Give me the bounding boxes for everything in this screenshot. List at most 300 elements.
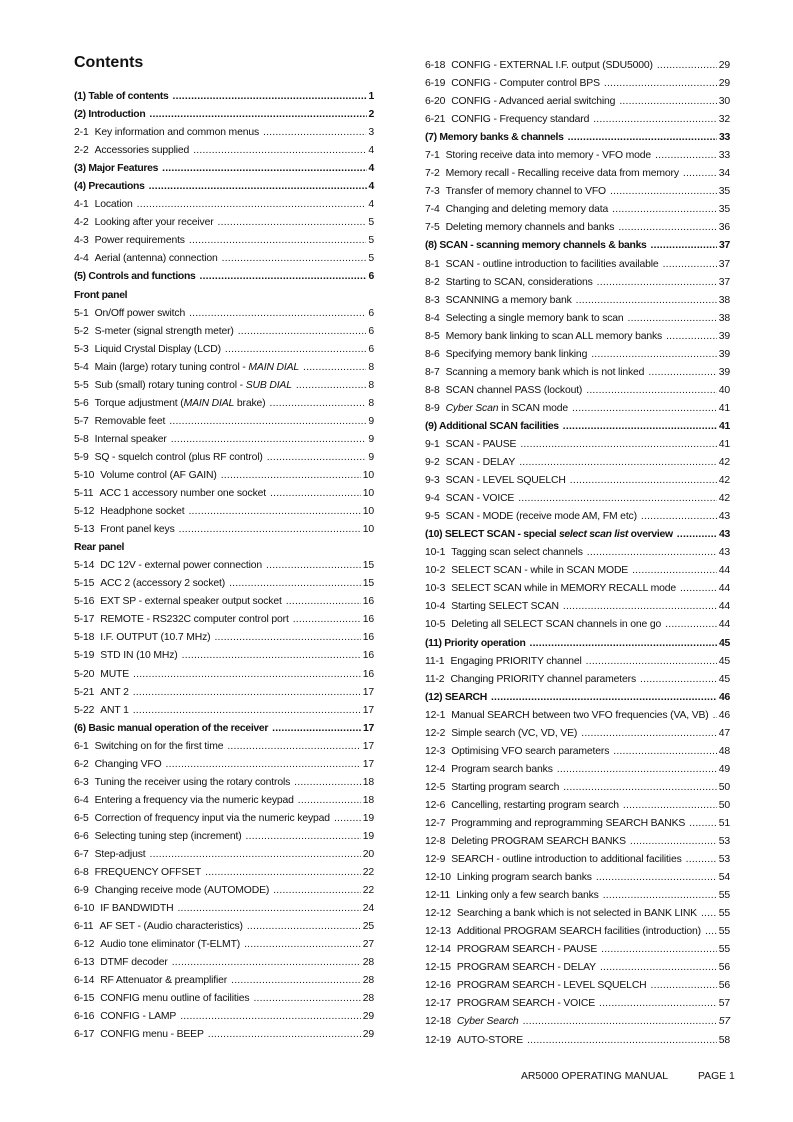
toc-entry: [425, 580, 730, 598]
toc-leader-dots: [683, 165, 717, 183]
toc-leader-dots: [557, 761, 717, 779]
toc-entry-title: CONFIG - Frequency standard: [451, 114, 590, 126]
toc-entry-number: 6-17: [74, 1029, 95, 1041]
toc-entry-page: 53: [718, 854, 730, 866]
toc-entry-number: 12-2: [425, 727, 446, 739]
toc-entry-number: 12-13: [425, 926, 451, 938]
toc-leader-dots: [200, 268, 367, 286]
toc-entry: [425, 256, 730, 274]
toc-entry-page: 55: [718, 944, 730, 956]
toc-entry-title-suffix: overview: [628, 529, 673, 541]
toc-entry: [425, 905, 730, 923]
toc-entry-title: STD IN (10 MHz): [100, 650, 178, 662]
toc-leader-dots: [599, 995, 717, 1013]
toc-entry-page: 9: [368, 433, 374, 445]
toc-entry-title: Power requirements: [94, 235, 185, 247]
toc-entry-page: 50: [718, 799, 730, 811]
toc-leader-dots: [689, 815, 717, 833]
toc-entry-page: 15: [362, 578, 374, 590]
toc-entry-title: PROGRAM SEARCH - PAUSE: [456, 944, 598, 956]
toc-entry-title: Engaging PRIORITY channel: [450, 655, 582, 667]
toc-entry-number: 6-7: [74, 848, 89, 860]
toc-entry-number: 11-2: [425, 673, 445, 685]
toc-entry-page: 4: [368, 199, 374, 211]
toc-entry: [74, 359, 374, 377]
toc-entry-page: 2: [368, 109, 374, 121]
toc-entry-title: Changing and deleting memory data: [445, 204, 609, 216]
toc-entry: [74, 666, 374, 684]
toc-entry: [425, 75, 730, 93]
toc-entry-title: SCAN - DELAY: [445, 457, 516, 469]
toc-leader-dots: [162, 160, 366, 178]
toc-entry-number: 5-19: [74, 650, 95, 662]
toc-entry-number: 2-2: [74, 145, 89, 157]
toc-entry-page: 37: [719, 240, 730, 252]
toc-entry-page: 10: [362, 488, 374, 500]
toc-entry-title: (2) Introduction: [74, 109, 146, 121]
toc-entry-title: Simple search (VC, VD, VE): [451, 727, 578, 739]
footer-manual-title: AR5000 OPERATING MANUAL: [521, 1071, 669, 1082]
toc-entry-page: 45: [719, 637, 730, 649]
toc-entry: [74, 810, 374, 828]
toc-entry-title-text: Torque adjustment (: [94, 397, 184, 409]
toc-entry-page: 46: [719, 691, 730, 703]
toc-leader-dots: [519, 454, 717, 472]
toc-entry-title: PROGRAM SEARCH - LEVEL SQUELCH: [456, 980, 647, 992]
toc-leader-dots: [173, 88, 367, 106]
toc-entry-page: 28: [362, 993, 374, 1005]
toc-entry-page: 9: [368, 415, 374, 427]
toc-entry: [74, 846, 374, 864]
toc-leader-dots: [655, 147, 717, 165]
toc-entry-page: 16: [362, 650, 374, 662]
toc-entry: [74, 232, 374, 250]
toc-entry: [425, 562, 730, 580]
toc-leader-dots: [263, 124, 366, 142]
toc-entry-number: 6-2: [74, 758, 89, 770]
toc-entry-number: 12-14: [425, 944, 451, 956]
toc-leader-dots: [133, 702, 361, 720]
toc-entry: [425, 129, 730, 147]
toc-entry: [74, 720, 374, 738]
toc-entry: [425, 725, 730, 743]
toc-entry-page: 6: [368, 343, 374, 355]
toc-entry-title: Programming and reprogramming SEARCH BANKS: [451, 817, 686, 829]
toc-entry-page: 29: [362, 1029, 374, 1041]
toc-leader-dots: [641, 508, 717, 526]
toc-leader-dots: [618, 219, 716, 237]
toc-entry: [425, 436, 730, 454]
toc-leader-dots: [586, 382, 716, 400]
toc-entry: [425, 923, 730, 941]
toc-entry-number: 5-3: [74, 343, 89, 355]
toc-entry-number: 9-5: [425, 511, 440, 523]
toc-leader-dots: [705, 923, 717, 941]
toc-entry-page: 15: [362, 560, 374, 572]
toc-entry-page: 47: [718, 727, 730, 739]
toc-leader-dots: [576, 292, 717, 310]
toc-leader-dots: [632, 562, 717, 580]
toc-entry-title: Front panel: [74, 289, 128, 301]
toc-entry-title: Starting SELECT SCAN: [451, 601, 559, 613]
toc-leader-dots: [572, 400, 717, 418]
toc-leader-dots: [270, 485, 361, 503]
toc-entry: [425, 526, 730, 544]
toc-entry-page: 36: [718, 222, 730, 234]
toc-entry-page: 8: [368, 379, 374, 391]
toc-leader-dots: [581, 725, 717, 743]
toc-entry-number: 12-8: [425, 836, 446, 848]
toc-entry: [425, 941, 730, 959]
toc-entry-title: Rear panel: [74, 542, 125, 554]
toc-entry: [74, 449, 374, 467]
toc-entry-page: 42: [718, 475, 730, 487]
toc-entry-title: Looking after your receiver: [94, 217, 214, 229]
toc-entry-page: 43: [718, 547, 730, 559]
toc-entry: [74, 142, 374, 160]
toc-entry-page: 19: [362, 812, 374, 824]
toc-entry-page: 55: [718, 890, 730, 902]
toc-entry-title: Aerial (antenna) connection: [94, 253, 218, 265]
toc-entry: [74, 1008, 374, 1026]
toc-entry-number: 5-12: [74, 506, 95, 518]
toc-column-left: [74, 88, 374, 1044]
toc-entry-title-italic: SUB DIAL: [245, 379, 292, 391]
toc-entry-page: 38: [718, 312, 730, 324]
toc-entry-title: [446, 400, 568, 418]
toc-entry-title: Location: [94, 199, 133, 211]
toc-entry: [74, 629, 374, 647]
toc-leader-dots: [593, 111, 717, 129]
toc-entry-title: Switching on for the first time: [94, 740, 224, 752]
toc-entry: [74, 936, 374, 954]
toc-entry: [74, 214, 374, 232]
toc-entry: [74, 88, 374, 106]
toc-leader-dots: [205, 864, 361, 882]
toc-entry-page: 29: [362, 1011, 374, 1023]
toc-leader-dots: [133, 666, 361, 684]
toc-leader-dots: [238, 323, 367, 341]
toc-entry-page: 6: [368, 325, 374, 337]
toc-entry-page: 16: [362, 668, 374, 680]
toc-entry: [425, 815, 730, 833]
toc-entry-number: 7-3: [425, 186, 440, 198]
toc-entry-title: Program search banks: [451, 763, 553, 775]
toc-leader-dots: [286, 593, 361, 611]
toc-entry-title: ANT 1: [100, 704, 129, 716]
toc-entry-number: 8-8: [425, 384, 440, 396]
toc-entry-page: 39: [718, 366, 730, 378]
toc-entry-page: 50: [718, 781, 730, 793]
toc-entry-title: CONFIG - EXTERNAL I.F. output (SDU5000): [451, 60, 653, 71]
toc-entry-page: 20: [362, 848, 374, 860]
toc-entry-number: 8-9: [425, 402, 440, 414]
toc-entry-page: 10: [362, 469, 374, 481]
toc-entry-page: 57: [718, 1016, 730, 1028]
toc-entry-number: 6-18: [425, 60, 446, 71]
toc-entry-title: Volume control (AF GAIN): [100, 469, 217, 481]
toc-entry-title: SCAN - VOICE: [445, 493, 515, 505]
toc-entry-page: 56: [718, 980, 730, 992]
toc-leader-dots: [587, 544, 717, 562]
toc-leader-dots: [701, 905, 717, 923]
toc-entry-title: Selecting a single memory bank to scan: [445, 312, 624, 324]
toc-entry-number: 4-1: [74, 199, 89, 211]
toc-entry-page: 24: [362, 903, 374, 915]
toc-entry-number: 10-3: [425, 583, 446, 595]
toc-entry-page: 6: [368, 307, 374, 319]
toc-entry-title: Starting program search: [451, 781, 560, 793]
toc-entry-page: 41: [718, 402, 730, 414]
toc-leader-dots: [266, 557, 361, 575]
toc-leader-dots: [596, 869, 717, 887]
toc-entry: [74, 485, 374, 503]
toc-entry: [74, 954, 374, 972]
toc-entry-page: 44: [718, 619, 730, 631]
toc-entry-page: 29: [718, 78, 730, 90]
toc-entry-number: 8-4: [425, 312, 440, 324]
toc-entry-title: AUTO-STORE: [456, 1034, 524, 1046]
toc-entry-title: PROGRAM SEARCH - DELAY: [456, 962, 596, 974]
toc-entry: [425, 1032, 730, 1050]
toc-entry-page: 35: [718, 204, 730, 216]
toc-entry-title-text: (10) SELECT SCAN - special: [425, 529, 559, 541]
toc-entry: [425, 364, 730, 382]
toc-leader-dots: [597, 274, 717, 292]
toc-entry: [425, 995, 730, 1013]
toc-entry-number: 8-3: [425, 294, 440, 306]
toc-leader-dots: [677, 526, 717, 544]
toc-entry-number: 6-3: [74, 776, 89, 788]
toc-leader-dots: [610, 183, 717, 201]
toc-leader-dots: [619, 93, 716, 111]
toc-entry-title: [95, 395, 266, 413]
toc-leader-dots: [149, 178, 367, 196]
toc-entry-page: 28: [362, 975, 374, 987]
toc-leader-dots: [651, 237, 718, 255]
toc-entry: [425, 851, 730, 869]
toc-entry-page: 45: [718, 655, 730, 667]
toc-entry: [425, 147, 730, 165]
toc-entry-number: 5-20: [74, 668, 95, 680]
toc-entry-number: 5-9: [74, 451, 89, 463]
toc-entry-title: SCAN - outline introduction to facilities available: [445, 258, 659, 270]
toc-entry: [425, 797, 730, 815]
toc-entry: [425, 57, 730, 75]
toc-entry: [425, 418, 730, 436]
toc-entry: [74, 377, 374, 395]
toc-entry-title: CONFIG menu - BEEP: [100, 1029, 204, 1041]
toc-entry-number: 12-3: [425, 745, 446, 757]
toc-entry-title: Front panel keys: [100, 524, 175, 536]
toc-leader-dots: [222, 250, 367, 268]
toc-leader-dots: [247, 918, 361, 936]
toc-entry-page: 39: [718, 348, 730, 360]
toc-entry-number: 5-6: [74, 397, 89, 409]
toc-entry: [425, 328, 730, 346]
toc-entry-title: Storing receive data into memory - VFO mode: [445, 150, 652, 162]
toc-leader-dots: [563, 779, 717, 797]
toc-entry-title: Liquid Crystal Display (LCD): [94, 343, 221, 355]
toc-entry: [74, 738, 374, 756]
toc-entry-page: 29: [718, 60, 730, 71]
toc-entry-page: 41: [719, 420, 730, 432]
toc-entry-number: 9-3: [425, 475, 440, 487]
toc-entry-page: 22: [362, 885, 374, 897]
toc-entry-title: CONFIG menu outline of facilities: [100, 993, 250, 1005]
toc-entry-number: 5-14: [74, 560, 95, 572]
toc-leader-dots: [172, 954, 361, 972]
toc-entry-page: 54: [718, 872, 730, 884]
toc-entry-title: (8) SCAN - scanning memory channels & banks: [425, 240, 647, 252]
toc-entry-page: 44: [718, 565, 730, 577]
toc-entry-title: [457, 1013, 519, 1031]
toc-entry: [425, 743, 730, 761]
toc-entry-page: 53: [718, 836, 730, 848]
toc-leader-dots: [600, 959, 717, 977]
toc-entry-number: 6-6: [74, 830, 89, 842]
toc-leader-dots: [296, 377, 367, 395]
toc-entry-title: Deleting all SELECT SCAN channels in one go: [451, 619, 662, 631]
toc-leader-dots: [218, 214, 367, 232]
toc-leader-dots: [303, 359, 366, 377]
toc-entry-title: (5) Controls and functions: [74, 271, 196, 283]
toc-entry: [425, 977, 730, 995]
toc-entry-number: 11-1: [425, 655, 445, 667]
toc-leader-dots: [273, 882, 361, 900]
toc-leader-dots: [182, 647, 361, 665]
toc-leader-dots: [680, 580, 717, 598]
toc-leader-dots: [523, 1013, 717, 1031]
toc-entry-title: ACC 1 accessory number one socket: [99, 488, 267, 500]
toc-entry-number: 7-5: [425, 222, 440, 234]
toc-entry: [425, 292, 730, 310]
toc-entry-number: 5-7: [74, 415, 89, 427]
toc-entry-page: 4: [368, 145, 374, 157]
toc-entry-page: 17: [362, 686, 374, 698]
toc-entry-title: I.F. OUTPUT (10.7 MHz): [100, 632, 211, 644]
toc-entry: [425, 183, 730, 201]
toc-leader-dots: [591, 346, 717, 364]
toc-leader-dots: [133, 684, 361, 702]
toc-entry-page: 30: [718, 96, 730, 108]
toc-entry: [74, 774, 374, 792]
toc-leader-dots: [604, 75, 717, 93]
toc-entry-page: 49: [718, 763, 730, 775]
toc-entry-page: 34: [718, 168, 730, 180]
toc-entry-page: 10: [362, 506, 374, 518]
toc-entry-title: SELECT SCAN while in MEMORY RECALL mode: [451, 583, 676, 595]
toc-entry-number: 5-16: [74, 596, 95, 608]
toc-entry-number: 12-11: [425, 890, 451, 902]
toc-entry-page: 17: [363, 722, 374, 734]
toc-entry-number: 10-2: [425, 565, 446, 577]
toc-entry-title: Specifying memory bank linking: [445, 348, 588, 360]
toc-entry: [74, 990, 374, 1008]
toc-entry-title: Deleting memory channels and banks: [445, 222, 615, 234]
toc-entry-title: Tagging scan select channels: [451, 547, 583, 559]
toc-entry-title: Memory recall - Recalling receive data from memory: [445, 168, 679, 180]
toc-entry: [74, 305, 374, 323]
toc-entry-title: Linking only a few search banks: [456, 890, 599, 902]
toc-entry: [425, 237, 730, 255]
toc-entry: [74, 1026, 374, 1044]
toc-entry: [74, 557, 374, 575]
toc-entry-title: (6) Basic manual operation of the receiver: [74, 722, 269, 734]
toc-entry: [425, 653, 730, 671]
toc-entry: [425, 400, 730, 418]
toc-leader-dots: [188, 503, 360, 521]
toc-entry: [425, 111, 730, 129]
toc-entry-number: 5-22: [74, 704, 95, 716]
toc-entry-page: 39: [718, 330, 730, 342]
toc-leader-dots: [171, 431, 367, 449]
toc-leader-dots: [630, 833, 717, 851]
toc-leader-dots: [568, 129, 717, 147]
toc-leader-dots: [518, 490, 717, 508]
toc-entry-title: Correction of frequency input via the numeric keypad: [94, 812, 330, 824]
toc-entry-number: 6-1: [74, 740, 89, 752]
toc-entry-title: (4) Precautions: [74, 181, 145, 193]
toc-leader-dots: [269, 395, 366, 413]
toc-leader-dots: [293, 611, 361, 629]
toc-entry-page: 46: [718, 709, 730, 721]
toc-entry: [425, 1013, 730, 1031]
toc-column-right: [425, 57, 730, 1050]
toc-entry-page: 25: [362, 921, 374, 933]
toc-entry-page: 17: [362, 758, 374, 770]
toc-entry-title: Searching a bank which is not selected in BANK LINK: [456, 908, 697, 920]
toc-entry-title: PROGRAM SEARCH - VOICE: [456, 998, 595, 1010]
toc-leader-dots: [231, 972, 361, 990]
toc-entry-number: 6-13: [74, 957, 95, 969]
toc-entry-title: [95, 359, 299, 377]
toc-leader-dots: [491, 689, 717, 707]
toc-entry-page: 9: [368, 451, 374, 463]
toc-entry-title-text: Sub (small) rotary tuning control -: [94, 379, 246, 391]
toc-entry: [425, 689, 730, 707]
toc-entry-title: ACC 2 (accessory 2 socket): [100, 578, 226, 590]
toc-entry-number: 9-4: [425, 493, 440, 505]
toc-entry: [74, 323, 374, 341]
toc-entry-page: 58: [718, 1034, 730, 1046]
toc-entry: [74, 575, 374, 593]
toc-entry-page: 22: [362, 867, 374, 879]
toc-entry: [74, 828, 374, 846]
toc-entry-page: 55: [718, 926, 730, 938]
toc-entry-number: 5-15: [74, 578, 95, 590]
toc-entry-number: 4-2: [74, 217, 89, 229]
toc-entry-page: 44: [718, 601, 730, 613]
toc-section-header: [74, 287, 374, 305]
toc-entry-title: (11) Priority operation: [425, 637, 526, 649]
toc-entry-number: 8-2: [425, 276, 440, 288]
toc-leader-dots: [298, 792, 361, 810]
toc-entry: [425, 93, 730, 111]
toc-entry: [425, 616, 730, 634]
toc-entry-page: 6: [368, 271, 374, 283]
toc-entry-page: 33: [719, 132, 730, 144]
toc-entry-title: Audio tone eliminator (T-ELMT): [100, 939, 241, 951]
toc-leader-dots: [612, 201, 717, 219]
toc-entry-number: 5-2: [74, 325, 89, 337]
toc-leader-dots: [214, 629, 360, 647]
toc-entry: [74, 972, 374, 990]
toc-entry-page: 8: [368, 397, 374, 409]
toc-entry-page: 4: [368, 163, 374, 175]
toc-entry-title-italic: MAIN DIAL: [183, 397, 235, 409]
toc-entry-number: 12-7: [425, 817, 446, 829]
